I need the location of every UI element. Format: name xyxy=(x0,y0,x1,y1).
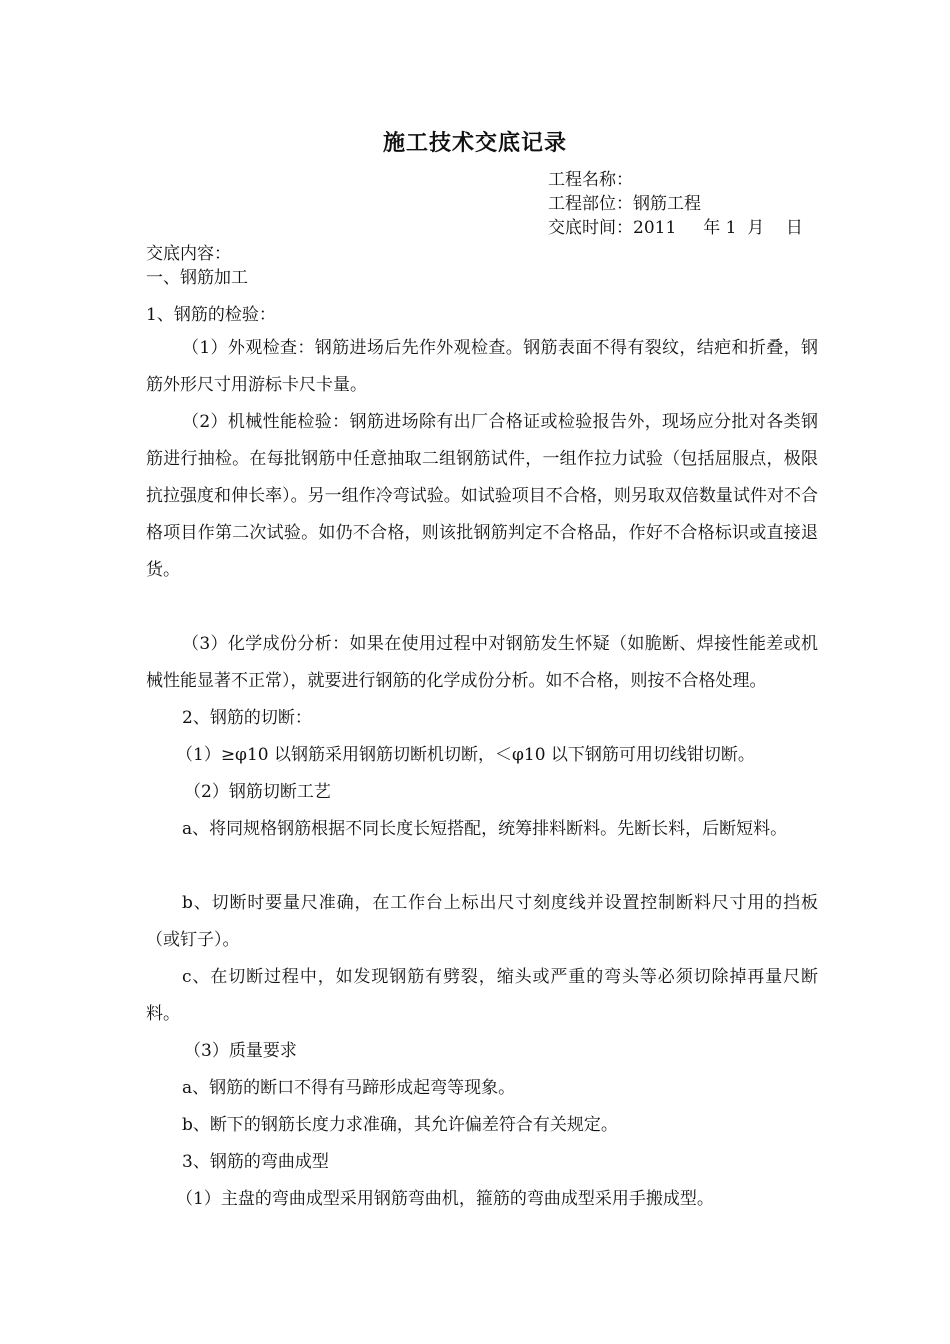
paragraph: b、断下的钢筋长度力求准确，其允许偏差符合有关规定。 xyxy=(182,1115,618,1135)
paragraph: （1）≥φ10 以钢筋采用钢筋切断机切断，＜φ10 以下钢筋可用切线钳切断。 xyxy=(176,745,755,765)
paragraph: （3）化学成份分析：如果在使用过程中对钢筋发生怀疑（如脆断、焊接性能差或机械性能显著不正常），就要进行钢筋的化学成份分析。如不合格，则按不合格处理。 xyxy=(146,634,818,691)
content-label: 交底内容： xyxy=(146,244,231,264)
paragraph: （2）钢筋切断工艺 xyxy=(184,782,331,802)
paragraph: （1）主盘的弯曲成型采用钢筋弯曲机，箍筋的弯曲成型采用手搬成型。 xyxy=(176,1189,714,1209)
paragraph: （3）质量要求 xyxy=(184,1041,297,1061)
paragraph: a、钢筋的断口不得有马蹄形成起弯等现象。 xyxy=(182,1078,516,1098)
item-heading: 2、钢筋的切断： xyxy=(182,708,312,728)
item-heading: 3、钢筋的弯曲成型 xyxy=(182,1152,329,1172)
handover-time-line: 交底时间：2011 年 1 月 日 xyxy=(548,218,803,238)
project-part-line: 工程部位：钢筋工程 xyxy=(548,194,701,214)
paragraph: b、切断时要量尺准确，在工作台上标出尺寸刻度线并设置控制断料尺寸用的挡板（或钉子）。 xyxy=(146,893,818,950)
paragraph: （1）外观检查：钢筋进场后先作外观检查。钢筋表面不得有裂纹，结疤和折叠，钢筋外形尺寸用游标卡尺卡量。 xyxy=(146,338,818,395)
item-heading: 1、钢筋的检验： xyxy=(146,305,276,325)
section-heading: 一、钢筋加工 xyxy=(146,268,248,288)
paragraph: （2）机械性能检验：钢筋进场除有出厂合格证或检验报告外，现场应分批对各类钢筋进行抽检。在每批钢筋中任意抽取二组钢筋试件，一组作拉力试验（包括屈服点，极限抗拉强度和伸长率）。另一组作冷弯试验。如试验项目不合格，则另取双倍数量试件对不合格项目作第二次试验。如仍不合格，则该批钢筋判定不合格品，作好不合格标识或直接退货。 xyxy=(146,412,818,580)
project-name-line: 工程名称： xyxy=(548,170,633,190)
paragraph: a、将同规格钢筋根据不同长度长短搭配，统筹排料断料。先断长料，后断短料。 xyxy=(182,819,788,839)
document-title: 施工技术交底记录 xyxy=(382,130,567,156)
paragraph: c、在切断过程中，如发现钢筋有劈裂，缩头或严重的弯头等必须切除掉再量尺断料。 xyxy=(146,967,818,1024)
